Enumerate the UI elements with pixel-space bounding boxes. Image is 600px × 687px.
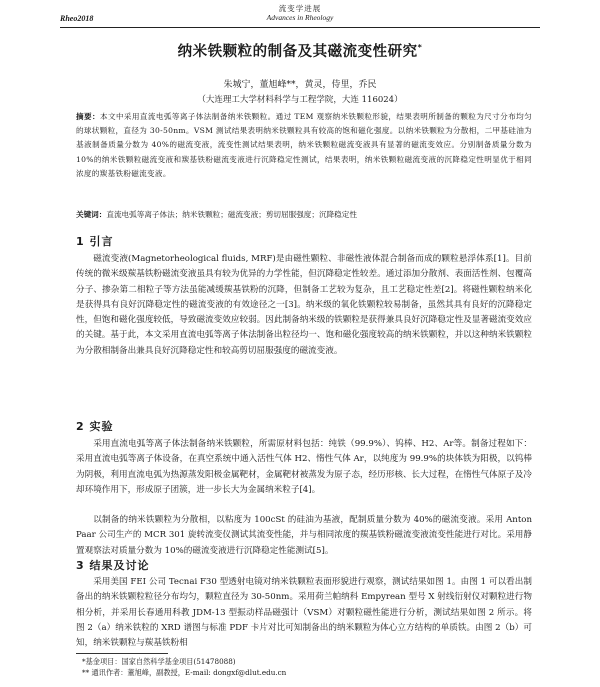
footnote-corresponding-author: ** 通讯作者：董旭峰，副教授，E-mail: dongxf@dlut.edu.cn bbox=[82, 668, 287, 677]
section-heading-experiment: 2 实验 bbox=[76, 420, 114, 433]
footnote-rule bbox=[76, 653, 168, 654]
section-heading-results: 3 结果及讨论 bbox=[76, 559, 150, 572]
journal-name-en: Advances in Rheology bbox=[266, 13, 334, 22]
journal-logo: Rheo2018 bbox=[60, 14, 94, 23]
intro-paragraph: 磁流变液(Magnetorheological fluids, MRF)是由磁性颗粒、非磁性液体混合制备而成的颗粒悬浮体系[1]。目前传统的微米级羰基铁粉磁流变液虽具有较为优异的力学性能，但沉降稳定性较差。通过添加分散剂、表面活性剂、包覆高分子、掺杂第二相粒子等方法虽能减缓羰基铁粉的沉降，但制备工艺较为复杂，且工艺稳定性差[2]。将磁性颗粒纳米化是获得具有良好沉降稳定性的磁流变液的有效途径之一[3]。纳米级的氧化铁颗粒较易制备，虽然其具有良好的沉降稳定性，但饱和磁化强度较低，导致磁流变效应较弱。因此制备纳米级的铁颗粒是获得兼具良好沉降稳定性及显著磁流变效应的关键。基于此，本文采用直流电弧等离子体法制备出粒径均一、饱和磁化强度较高的纳米铁颗粒，并以这种纳米铁颗粒为分散相制备出兼具良好沉降稳定性和较高剪切屈服强度的磁流变液。 bbox=[76, 254, 532, 356]
running-header bbox=[60, 4, 540, 24]
affiliation: （大连理工大学材料科学与工程学院，大连 116024） bbox=[197, 95, 403, 105]
experiment-paragraph-1: 采用直流电弧等离子体法制备纳米铁颗粒，所需原材料包括：纯铁（99.9%）、钨棒、H2、Ar等。制备过程如下：采用直流电弧等离子体设备，在真空系统中通入活性气体 H2、惰性气体 Ar，以纯度为 99.9%的块体铁为阳极，以钨棒为阴极，利用直流电弧为热源蒸发阳极金属靶材，金属靶材被蒸发为原子态，经历形核、长大过程，在惰性气体原子及冷却环境作用下，形成原子团簇，进一步长大为金属纳米粒子[4]。 bbox=[76, 439, 532, 495]
header-rule bbox=[60, 27, 540, 28]
paper-title bbox=[0, 40, 600, 61]
abstract-label: 摘要： bbox=[76, 112, 100, 121]
title-footnote-mark: * bbox=[417, 43, 423, 53]
keywords-text: 直流电弧等离子体法；纳米铁颗粒；磁流变液；剪切屈服强度；沉降稳定性 bbox=[106, 210, 357, 219]
keywords-label: 关键词： bbox=[76, 210, 107, 219]
keywords bbox=[76, 209, 532, 221]
journal-name-cn: 流变学进展 bbox=[278, 4, 322, 13]
abstract bbox=[76, 110, 532, 181]
footnote-funding: *基金项目：国家自然科学基金项目(51478088) bbox=[82, 657, 236, 666]
journal-name bbox=[60, 4, 540, 22]
results-paragraph: 采用美国 FEI 公司 Tecnai F30 型透射电镜对纳米铁颗粒表面形貌进行观察，测试结果如图 1。由图 1 可以看出制备出的纳米铁颗粒粒径分布均匀，颗粒直径为 30-50nm。采用荷兰帕纳科 Empyrean 型号 X 射线衍射仪对颗粒进行物相分析，并采用长春通用科教 JDM-13 型振动样品磁强计（VSM）对颗粒磁性能进行分析，测试结果如图 2 所示。将图 2（a）纳米铁粒的 XRD 谱图与标准 PDF 卡片对比可知制备出的纳米颗粒为体心立方结构的单质铁。由图 2（b）可知，纳米铁颗粒与羰基铁粉相 bbox=[76, 577, 532, 649]
paper-title-text: 纳米铁颗粒的制备及其磁流变性研究 bbox=[177, 44, 418, 60]
author-list: 朱城宁，董旭峰**，黄灵，侍里，乔民 bbox=[223, 80, 377, 90]
abstract-text: 本文中采用直流电弧等离子体法制备纳米铁颗粒。通过 TEM 观察纳米铁颗粒形貌，结果表明所制备的颗粒为尺寸分布均匀的球状颗粒，直径为 30-50nm。VSM 测试结果表明纳米铁颗粒具有较高的饱和磁化强度。以纳米铁颗粒为分散相，二甲基硅油为基液制备质量分数为 40%的磁流变液，流变性测试结果表明，纳米铁颗粒磁流变液具有显著的磁流变效应。分别制备质量分数为 10%的纳米铁颗粒磁流变液和羰基铁粉磁流变液进行沉降稳定性测试，结果表明，纳米铁颗粒磁流变液的沉降稳定性明显优于相同浓度的羰基铁粉磁流变液。 bbox=[76, 112, 532, 178]
experiment-paragraph-2: 以制备的纳米铁颗粒为分散相，以粘度为 100cSt 的硅油为基液，配制质量分数为 40%的磁流变液。采用 Anton Paar 公司生产的 MCR 301 旋转流变仪测试其流变性能，并与相同浓度的羰基铁粉磁流变液流变性能进行对比。采用静置观察法对质量分数为 10%的磁流变液进行沉降稳定性能测试[5]。 bbox=[76, 515, 532, 556]
footnotes bbox=[82, 656, 532, 678]
section-heading-intro: 1 引言 bbox=[76, 235, 114, 248]
